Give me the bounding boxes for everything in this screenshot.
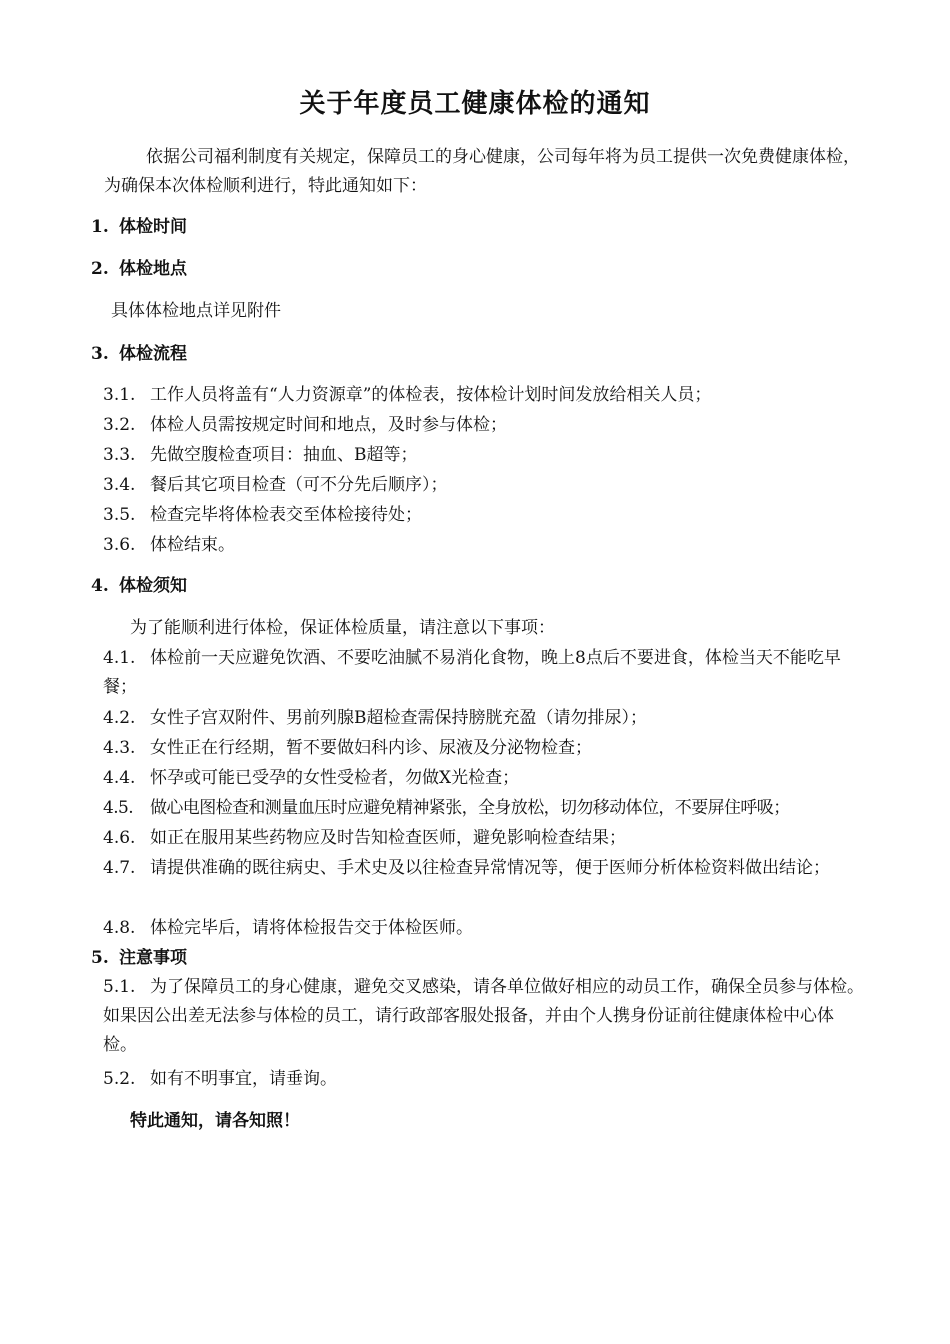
item-text: 请提供准确的既往病史、手术史及以往检查异常情况等，便于医师分析体检资料做出结论； — [150, 858, 830, 878]
item-text: 体检完毕后，请将体检报告交于体检医师。 — [150, 918, 473, 938]
item-number: 4.4. — [103, 768, 136, 788]
item-text: 先做空腹检查项目：抽血、B超等； — [150, 445, 418, 465]
item-text: 女性子宫双附件、男前列腺B超检查需保持膀胱充盈（请勿排尿）； — [150, 708, 647, 728]
item-text: 怀孕或可能已受孕的女性受检者，勿做X光检查； — [150, 768, 520, 788]
item-text: 如有不明事宜，请垂询。 — [150, 1069, 337, 1089]
section-number: 2. — [91, 259, 109, 279]
item-number: 3.5. — [103, 505, 136, 525]
item-text: 检查完毕将体检表交至体检接待处； — [150, 505, 422, 525]
list-item — [103, 824, 867, 853]
item-number: 4.6. — [103, 828, 136, 848]
section-heading-notice — [91, 573, 187, 599]
section-label: 注意事项 — [119, 948, 187, 968]
list-item — [103, 471, 867, 500]
section-heading-process — [91, 341, 187, 367]
section-number: 4. — [91, 576, 109, 596]
list-item — [103, 381, 867, 410]
item-text: 做心电图检查和测量血压时应避免精神紧张，全身放松，切勿移动体位，不要屏住呼吸； — [150, 798, 790, 818]
item-number: 4.5. — [103, 798, 134, 818]
item-text: 为了保障员工的身心健康，避免交叉感染，请各单位做好相应的动员工作，确保全员参与体检。如果因公出差无法参与体检的员工，请行政部客服处报备，并由个人携身份证前往健康体检中心体检。 — [103, 977, 864, 1055]
item-number: 4.1. — [103, 648, 136, 668]
item-number: 3.6. — [103, 535, 136, 555]
section-label: 体检须知 — [119, 576, 187, 596]
item-text: 体检前一天应避免饮酒、不要吃油腻不易消化食物，晚上8点后不要进食，体检当天不能吃早餐； — [103, 648, 841, 697]
list-item — [103, 644, 867, 702]
list-item — [103, 531, 867, 560]
list-item — [103, 854, 867, 883]
item-number: 5.2. — [103, 1069, 136, 1089]
section-number: 1. — [91, 217, 109, 237]
item-number: 4.7. — [103, 858, 136, 878]
item-text: 女性正在行经期，暂不要做妇科内诊、尿液及分泌物检查； — [150, 738, 592, 758]
list-item — [103, 914, 867, 943]
location-detail: 具体体检地点详见附件 — [111, 301, 281, 321]
section-number: 5. — [91, 948, 109, 968]
item-number: 4.8. — [103, 918, 136, 938]
list-item — [103, 704, 867, 733]
item-number: 3.4. — [103, 475, 136, 495]
list-item — [103, 734, 867, 763]
list-item — [103, 441, 867, 470]
item-number: 4.3. — [103, 738, 136, 758]
list-item — [103, 501, 867, 530]
section-heading-location — [91, 256, 187, 282]
item-number: 5.1. — [103, 977, 136, 997]
list-item — [103, 764, 867, 793]
section-label: 体检地点 — [119, 259, 187, 279]
section-label: 体检时间 — [119, 217, 187, 237]
list-item — [103, 1065, 867, 1094]
section-heading-attention — [91, 945, 187, 971]
section-label: 体检流程 — [119, 344, 187, 364]
section-number: 3. — [91, 344, 109, 364]
item-text: 如正在服用某些药物应及时告知检查医师，避免影响检查结果； — [150, 828, 626, 848]
section-heading-time — [91, 214, 187, 240]
list-item — [103, 794, 867, 823]
item-number: 3.1. — [103, 385, 136, 405]
closing-statement: 特此通知，请各知照！ — [130, 1111, 300, 1131]
item-text: 体检结束。 — [150, 535, 235, 555]
item-number: 3.3. — [103, 445, 136, 465]
list-item — [103, 411, 867, 440]
list-item — [103, 973, 867, 1060]
item-number: 4.2. — [103, 708, 136, 728]
page-title: 关于年度员工健康体检的通知 — [299, 89, 651, 119]
notice-intro: 为了能顺利进行体检，保证体检质量，请注意以下事项： — [130, 618, 555, 638]
item-text: 工作人员将盖有“人力资源章”的体检表，按体检计划时间发放给相关人员； — [150, 385, 712, 405]
item-text: 体检人员需按规定时间和地点，及时参与体检； — [150, 415, 507, 435]
item-text: 餐后其它项目检查（可不分先后顺序）； — [150, 475, 448, 495]
item-number: 3.2. — [103, 415, 136, 435]
intro-paragraph: 依据公司福利制度有关规定，保障员工的身心健康，公司每年将为员工提供一次免费健康体检，为确保本次体检顺利进行，特此通知如下： — [104, 147, 860, 196]
